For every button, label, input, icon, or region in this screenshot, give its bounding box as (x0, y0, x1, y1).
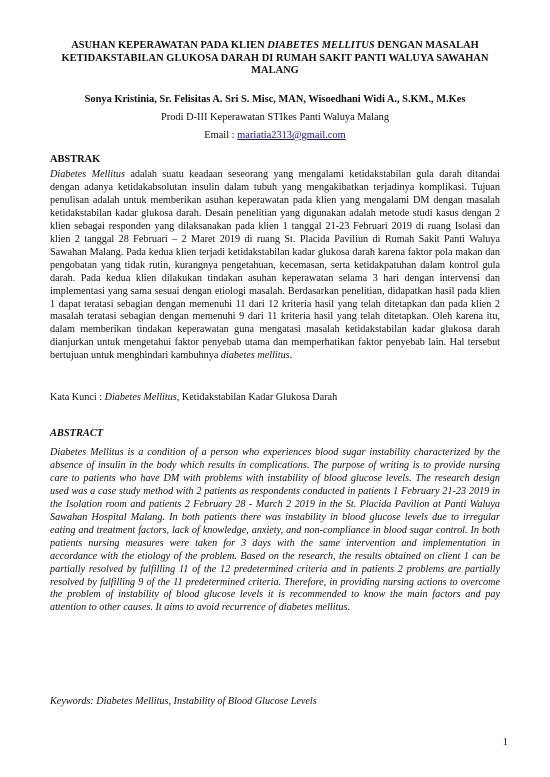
abstract-body: Diabetes Mellitus is a condition of a person who experiences blood sugar instability characterized by the absence of insulin in the body which results in complications. The purpose of writing is to provide nursing care to patients who have DM with problems with instability of blood glucose levels. The research design used was a case study method with 2 patients as respondents conducted in patients 1 February 21-23 2019 in the Isolation room and patients 2 February 28 - March 2 2019 in the St. Placida Pavilion at Panti Waluya Sawahan Hospital Malang. In both patients there was instability in blood glucose levels due to irregular eating and treatment factors, lack of knowledge, anxiety, and non-compliance in blood sugar control. In both patients nursing measures were taken for 3 days with the same intervention and implementation in accordance with the etiology of the problem. Based on the research, the results obtained on client 1 can be partially resolved by fulfilling 11 of the 12 predetermined criteria and in patients 2 problems are partially resolved by fulfilling 9 of the 11 predetermined criteria. Therefore, in providing nursing actions to overcome the problem of instability of blood glucose levels it is recommended to know the main factors and pay attention to other causes. It aims to avoid recurrence of diabetes mellitus. (50, 447, 500, 614)
email-label: Email : (204, 130, 238, 141)
abstract-heading: ABSTRACT (50, 428, 104, 439)
email-link[interactable]: mariatia2313@gmail.com (237, 130, 346, 141)
title-italic: DIABETES MELLITUS (267, 40, 375, 51)
title-part-1: ASUHAN KEPERAWATAN PADA KLIEN (71, 40, 268, 51)
abstrak-heading: ABSTRAK (50, 154, 101, 165)
kata-kunci (50, 392, 510, 404)
kata-kunci-label: Kata Kunci : (50, 392, 105, 403)
abstrak-body (50, 169, 500, 363)
affiliation: Prodi D-III Keperawatan STIkes Panti Waluya Malang (160, 112, 390, 123)
keywords: Keywords: Diabetes Mellitus, Instability of Blood Glucose Levels (50, 696, 317, 707)
author-list: Sonya Kristinia, Sr. Felisitas A. Sri S. Misc, MAN, Wisoedhani Widi A., S.KM., M.Kes (84, 94, 466, 105)
abstrak-text: adalah suatu keadaan seseorang yang mengalami ketidakstabilan gula darah ditandai dengan adanya ketidakabsolutan insulin dalam tubuh yang mengakibatkan terjadinya komplikasi. Tujuan penulisan adalah untuk memberikan asuhan keperawatan pada klien yang mengalami DM dengan masalah ketidakstabilan kadar glukosa darah. Desain penelitian yang digunakan adalah metode studi kasus dengan 2 klien sebagai responden yang dilaksanakan pada klien 1 tanggal 21-23 Februari 2019 di ruang Isolasi dan klien 2 tanggal 28 Februari – 2 Maret 2019 di ruang St. Placida Paviliun di Rumah Sakit Panti Waluya Sawahan Malang. Pada kedua klien terjadi ketidakstabilan kadar glukosa darah karena faktor pola makan dan pengobatan yang tidak rutin, kurangnya pengetahuan, kecemasan, serta ketidakpatuhan dalam kontrol gula darah. Pada kedua klien dilakukan tindakan asuhan keperawatan selama 3 hari dengan intervensi dan implementasi yang sama sesuai dengan etiologi masalah. Berdasarkan penelitian, didapatkan hasil pada klien 1 dapat teratasi sebagian dengan memenuhi 11 dari 12 kriteria hasil yang telah ditetapkan dan pada klien 2 masalah teratasi sebagian dengan memenuhi 9 dari 11 kriteria hasil yang telah ditetapkan. Oleh karena itu, dalam memberikan tindakan keperawatan guna mengatasi masalah ketidakstabilan kadar glukosa darah dianjurkan untuk mengetahui faktor penyebab utama dan memperhatikan faktor penyebab lain. Hal tersebut bertujuan untuk menghindari kambuhnya (50, 169, 501, 362)
abstrak-tail-end: . (289, 350, 293, 362)
abstrak-tail-italic: diabetes mellitus (220, 350, 290, 362)
title-part-2: DENGAN MASALAH KETIDAKSTABILAN GLUKOSA DARAH DI RUMAH SAKIT PANTI WALUYA SAWAHAN MALANG (61, 40, 489, 77)
email-line (30, 130, 520, 142)
kata-kunci-rest: , Ketidakstabilan Kadar Glukosa Darah (176, 392, 338, 403)
abstrak-lead-italic: Diabetes Mellitus (50, 169, 125, 180)
page-number: 1 (502, 737, 508, 748)
paper-title (40, 40, 510, 78)
kata-kunci-italic: Diabetes Mellitus (104, 392, 177, 403)
